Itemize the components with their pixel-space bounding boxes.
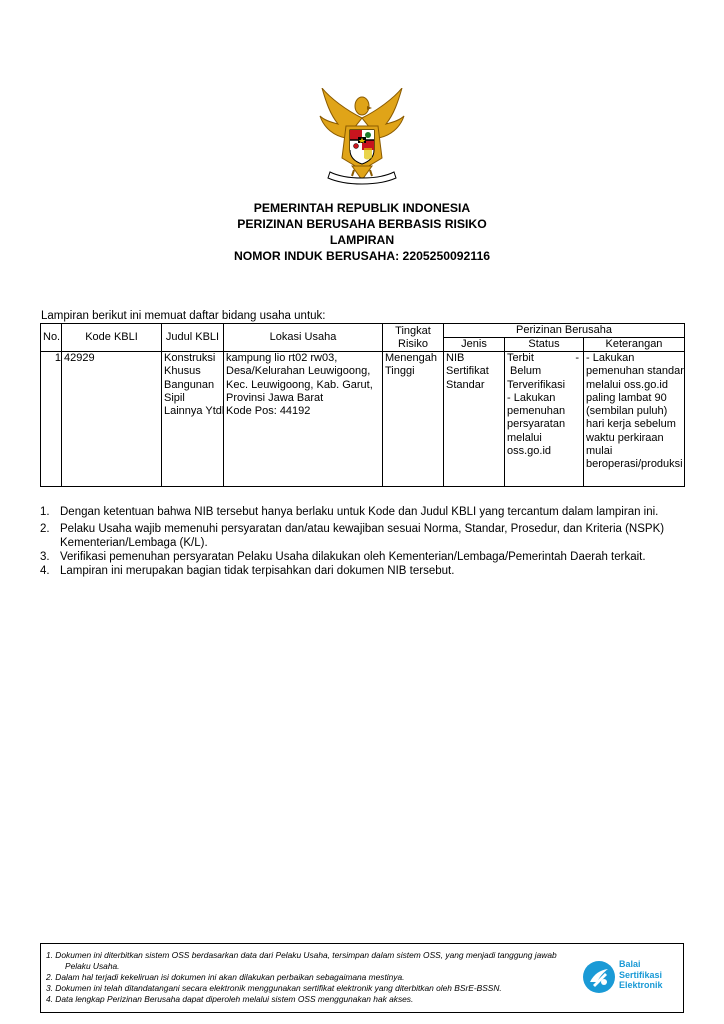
jenis-line: NIB	[446, 352, 465, 364]
footer-note: 2. Dalam hal terjadi kekeliruan isi dokumen ini akan dilakukan perbaikan sebagaimana mestinya.	[46, 972, 405, 982]
cell-lokasi-usaha	[224, 352, 383, 487]
tingkat-line: Menengah	[385, 352, 437, 364]
bsre-line: Sertifikasi	[619, 969, 663, 980]
status-dash: -	[575, 352, 579, 364]
cell-judul-kbli	[162, 352, 224, 487]
status-line: melalui	[507, 431, 542, 444]
status-terbit: Terbit	[507, 352, 534, 364]
note-number: 4.	[40, 565, 50, 577]
footer-box	[40, 943, 684, 1013]
note-text: Dengan ketentuan bahwa NIB tersebut hanya berlaku untuk Kode dan Judul KBLI yang tercantum dalam lampiran ini.	[60, 506, 659, 518]
tingkat-line: Tinggi	[385, 365, 415, 378]
bsre-line: Elektronik	[619, 980, 663, 990]
keterangan-line: melalui oss.go.id	[586, 378, 668, 391]
kbli-table	[40, 323, 685, 487]
header-line-licensing: PERIZINAN BERUSAHA BERBASIS RISIKO	[237, 217, 487, 231]
judul-line: Bangunan	[164, 378, 215, 391]
header-tingkat-risiko	[383, 324, 444, 352]
intro-text: Lampiran berikut ini memuat daftar bidang usaha untuk:	[41, 310, 326, 322]
header-line-attachment: LAMPIRAN	[329, 233, 395, 247]
cell-no: 1	[41, 352, 62, 487]
cell-tingkat-risiko	[383, 352, 444, 487]
keterangan-line: hari kerja sebelum	[586, 418, 676, 431]
bsre-logo-text	[619, 959, 663, 991]
bsre-logo	[582, 957, 682, 997]
note-text: Verifikasi pemenuhan persyaratan Pelaku Usaha dilakukan oleh Kementerian/Lembaga/Pemerintah Daerah terkait.	[60, 551, 646, 563]
keterangan-line: mulai	[586, 445, 613, 458]
cell-status	[505, 352, 584, 487]
status-line: Terverifikasi	[507, 378, 566, 391]
jenis-line: Standar	[446, 378, 485, 391]
bsre-line: Balai	[619, 959, 641, 969]
table-row	[41, 352, 685, 487]
keterangan-line: beroperasi/produksi	[586, 458, 683, 471]
header-lokasi-usaha: Lokasi Usaha	[224, 324, 383, 352]
status-line: - Lakukan	[507, 391, 556, 404]
status-line	[507, 352, 581, 365]
judul-line: Khusus	[164, 365, 201, 378]
footer-note: 1. Dokumen ini diterbitkan sistem OSS berdasarkan data dari Pelaku Usaha, tersimpan dalam sistem OSS, yang menjadi tanggung jawab	[46, 950, 557, 960]
footer-note: Pelaku Usaha.	[65, 961, 120, 971]
keterangan-line: paling lambat 90	[586, 391, 667, 404]
note-number: 3.	[40, 551, 50, 563]
note-number: 1.	[40, 506, 50, 518]
header-line-government: PEMERINTAH REPUBLIK INDONESIA	[253, 201, 471, 215]
header-keterangan: Keterangan	[584, 338, 685, 352]
cell-kode-kbli: 42929	[62, 352, 162, 487]
cell-jenis	[444, 352, 505, 487]
note-item	[40, 522, 680, 550]
footer-note: 3. Dokumen ini telah ditandatangani secara elektronik menggunakan sertifikat elektronik yang diterbitkan oleh BSrE-BSSN.	[46, 983, 502, 993]
note-text: Lampiran ini merupakan bagian tidak terpisahkan dari dokumen NIB tersebut.	[60, 565, 455, 577]
keterangan-line: (sembilan puluh)	[586, 405, 668, 418]
jenis-line: Sertifikat	[446, 365, 489, 378]
note-text: Pelaku Usaha wajib memenuhi persyaratan dan/atau kewajiban sesuai Norma, Standar, Prosedur, dan Kriteria (NSPK) Kementerian/Lembaga (K/L).	[60, 523, 665, 549]
header-no: No.	[41, 324, 62, 352]
lokasi-line: kampung lio rt02 rw03,	[226, 352, 338, 364]
table-header-row	[41, 324, 685, 338]
note-item	[40, 505, 680, 519]
keterangan-line: - Lakukan	[586, 352, 635, 364]
judul-line: Sipil	[164, 391, 185, 404]
note-item	[40, 550, 680, 564]
cell-keterangan	[584, 352, 685, 487]
note-number: 2.	[40, 523, 50, 535]
bsre-logo-icon	[582, 960, 616, 994]
header-judul-kbli: Judul KBLI	[162, 324, 224, 352]
status-line: oss.go.id	[507, 445, 552, 458]
lokasi-line: Provinsi Jawa Barat	[226, 391, 324, 404]
keterangan-line: waktu perkiraan	[586, 431, 664, 444]
notes-list	[40, 505, 680, 578]
header-tingkat-line: Tingkat	[395, 324, 431, 337]
header-perizinan-berusaha: Perizinan Berusaha	[444, 324, 685, 338]
lokasi-line: Kec. Leuwigoong, Kab. Garut,	[226, 378, 373, 391]
note-item	[40, 564, 680, 578]
header-risiko-line: Risiko	[398, 337, 428, 350]
lokasi-line: Desa/Kelurahan Leuwigoong,	[226, 365, 371, 378]
status-line: Belum	[510, 365, 542, 378]
judul-line: Lainnya Ytdl	[164, 405, 225, 418]
footer-notes	[46, 950, 606, 1005]
header-status: Status	[505, 338, 584, 352]
footer-note: 4. Data lengkap Perizinan Berusaha dapat diperoleh melalui sistem OSS menggunakan hak akses.	[46, 994, 414, 1004]
status-line: persyaratan	[507, 418, 566, 431]
status-line: pemenuhan	[507, 405, 566, 418]
header-line-nib: NOMOR INDUK BERUSAHA: 2205250092116	[233, 249, 491, 263]
lokasi-line: Kode Pos: 44192	[226, 405, 311, 418]
judul-line: Konstruksi	[164, 352, 216, 364]
header-jenis: Jenis	[444, 338, 505, 352]
garuda-emblem-icon	[316, 88, 408, 188]
keterangan-line: pemenuhan standar	[586, 365, 684, 378]
header-kode-kbli: Kode KBLI	[62, 324, 162, 352]
